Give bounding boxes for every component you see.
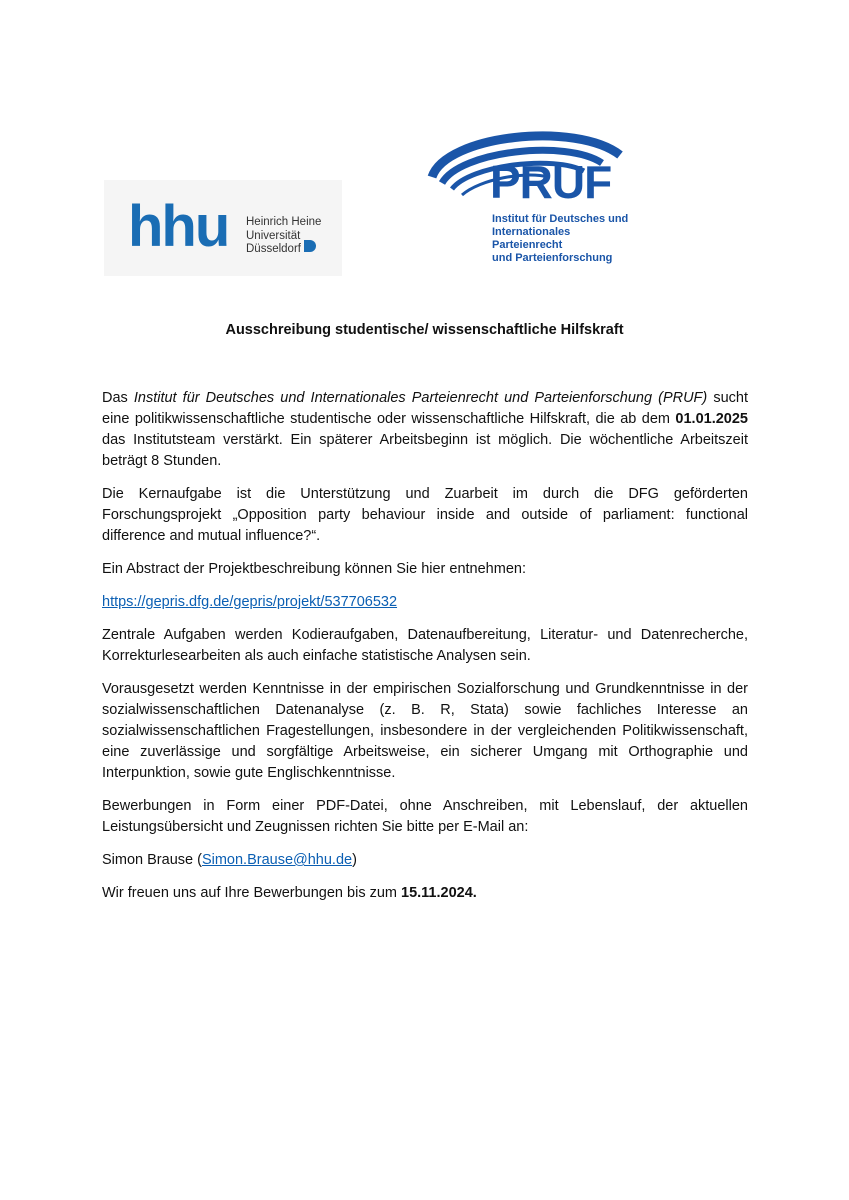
- hhu-logo-mark: hhu: [128, 194, 229, 259]
- hhu-logo-d-mark: [304, 240, 316, 252]
- hhu-logo-line1: Heinrich Heine: [246, 216, 322, 228]
- paragraph-application: Bewerbungen in Form einer PDF-Datei, ohne Anschreiben, mit Lebenslauf, der aktuellen Leistungsübersicht und Zeugnissen richten Sie bitte per E-Mail an:: [102, 798, 748, 835]
- document-body: [102, 388, 748, 916]
- contact-name: Simon Brause (: [102, 852, 202, 868]
- paragraph-abstract: Ein Abstract der Projektbeschreibung können Sie hier entnehmen:: [102, 561, 526, 577]
- pruf-logo: [426, 125, 642, 264]
- start-date: 01.01.2025: [675, 411, 748, 427]
- deadline-text: Wir freuen uns auf Ihre Bewerbungen bis zum: [102, 885, 402, 901]
- deadline-date: 15.11.2024.: [401, 885, 477, 901]
- pruf-logo-text: [492, 213, 642, 265]
- pruf-logo-line1: Institut für Deutsches und: [492, 213, 629, 225]
- contact-email-link[interactable]: Simon.Brause@hhu.de: [201, 852, 353, 868]
- intro-text-a: Das: [102, 390, 134, 406]
- hhu-logo: [104, 180, 342, 276]
- paragraph-deadline: [102, 883, 748, 904]
- institute-name: Institut für Deutsches und Internationales Parteienrecht und Parteienforschung (PRUF): [133, 390, 708, 406]
- contact-close: ): [352, 852, 357, 868]
- paragraph-requirements: Vorausgesetzt werden Kenntnisse in der empirischen Sozialforschung und Grundkenntnisse in der sozialwissenschaftlichen Datenanalyse (z. B. R, Stata) sowie fachliches Interesse an sozialwissenschaftlichen Fragestellungen, insbesondere in der vergleichenden Politikwissenschaft, eine zuverlässige und sorgfältige Arbeitsweise, ein sicherer Umgang mit Orthographie und Interpunktion, sowie gute Englischkenntnisse.: [102, 681, 748, 781]
- hhu-logo-line2: Universität: [246, 229, 301, 242]
- document-title: Ausschreibung studentische/ wissenschaftliche Hilfskraft: [225, 322, 624, 338]
- intro-text-c: sucht eine politikwissenschaftliche studentische oder wissenschaftliche Hilfskraft, die ab dem: [102, 390, 748, 427]
- paragraph-tasks: Zentrale Aufgaben werden Kodieraufgaben, Datenaufbereitung, Literatur- und Datenrecherche, Korrekturlesearbeiten als auch einfache statistische Analysen sein.: [102, 627, 748, 664]
- paragraph-core-task: Die Kernaufgabe ist die Unterstützung und Zuarbeit im durch die DFG geförderten Forschungsprojekt „Opposition party behaviour inside and outside of parliament: functional difference and mutual influence?“.: [102, 486, 748, 544]
- pruf-logo-mark: PRUF: [490, 156, 612, 208]
- hhu-logo-line3: Düsseldorf: [246, 243, 301, 255]
- paragraph-link: [102, 592, 748, 613]
- project-link[interactable]: https://gepris.dfg.de/gepris/projekt/537706532: [102, 594, 398, 610]
- paragraph-intro: [102, 388, 748, 472]
- intro-text-e: das Institutsteam verstärkt. Ein späterer Arbeitsbeginn ist möglich. Die wöchentliche Arbeitszeit beträgt 8 Stunden.: [102, 432, 748, 469]
- paragraph-contact: [102, 850, 748, 871]
- pruf-logo-line2: Internationales Parteienrecht: [492, 226, 571, 251]
- pruf-logo-line3: und Parteienforschung: [492, 252, 613, 264]
